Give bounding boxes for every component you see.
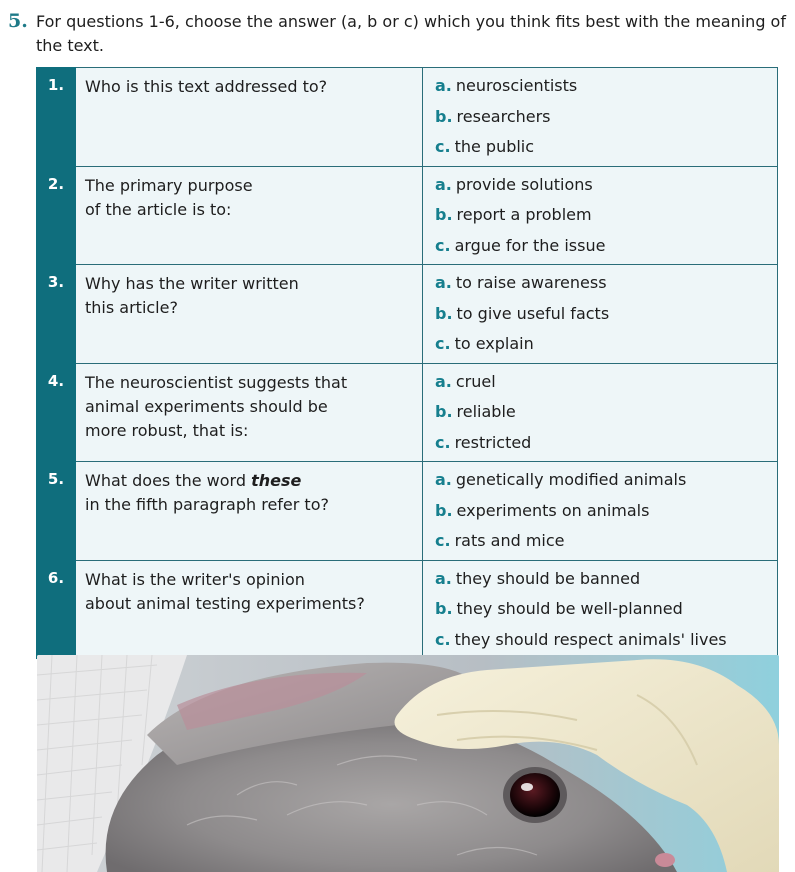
option-letter: a. — [435, 174, 452, 194]
option-text: to raise awareness — [455, 273, 607, 292]
option-letter: a. — [435, 568, 452, 588]
option-letter: c. — [435, 334, 451, 353]
answer-option[interactable] — [435, 203, 777, 234]
question-text-segment: What does the word — [85, 471, 252, 490]
question-number: 2. — [37, 166, 76, 265]
answer-option[interactable] — [435, 499, 777, 530]
answer-options — [423, 68, 778, 167]
option-text: rats and mice — [454, 531, 565, 550]
question-text — [76, 363, 423, 462]
answer-options — [423, 166, 778, 265]
question-number: 3. — [37, 265, 76, 364]
rabbit-photo — [37, 655, 779, 872]
option-text: reliable — [456, 402, 516, 421]
option-text: they should be well-planned — [456, 599, 683, 618]
answer-option[interactable] — [435, 400, 777, 431]
answer-option[interactable] — [435, 332, 777, 363]
questions-table — [36, 67, 778, 659]
option-text: experiments on animals — [456, 500, 650, 520]
question-number: 4. — [37, 363, 76, 462]
answer-option[interactable] — [435, 135, 777, 166]
option-text: they should respect animals' lives — [454, 629, 727, 649]
question-row — [37, 560, 778, 659]
question-text — [76, 560, 423, 659]
question-text-segment: animal experiments should be — [85, 396, 328, 416]
answer-option[interactable] — [435, 74, 777, 105]
answer-option[interactable] — [435, 597, 777, 628]
answer-option[interactable] — [435, 234, 777, 265]
question-text-segment: this article? — [85, 298, 178, 317]
option-letter: c. — [435, 432, 451, 452]
option-letter: c. — [435, 137, 451, 156]
question-text-segment: The neuroscientist suggests that — [85, 372, 348, 392]
answer-options — [423, 560, 778, 659]
answer-options — [423, 363, 778, 462]
question-text — [76, 462, 423, 561]
question-text-emphasis: these — [251, 471, 302, 490]
option-text: researchers — [456, 106, 551, 126]
question-number: 6. — [37, 560, 76, 659]
answer-option[interactable] — [435, 105, 777, 136]
option-letter: a. — [435, 76, 452, 95]
question-row — [37, 462, 778, 561]
option-text: cruel — [455, 371, 496, 391]
question-text-segment: Why has the writer written — [85, 274, 299, 293]
option-text: to give useful facts — [456, 303, 610, 323]
answer-options — [423, 462, 778, 561]
option-text: the public — [454, 137, 535, 156]
answer-option[interactable] — [435, 173, 777, 204]
option-letter: c. — [435, 531, 451, 550]
question-text-segment: of the article is to: — [85, 199, 232, 219]
question-text — [76, 265, 423, 364]
instruction-text: For questions 1-6, choose the answer (a, b or c) which you think fits best with the meaning of the text. — [36, 12, 786, 55]
option-text: argue for the issue — [454, 235, 606, 255]
answer-option[interactable] — [435, 567, 777, 598]
option-letter: b. — [435, 106, 453, 126]
option-letter: c. — [435, 235, 451, 255]
option-letter: a. — [435, 371, 452, 391]
option-letter: b. — [435, 303, 453, 323]
question-text — [76, 68, 423, 167]
answer-option[interactable] — [435, 302, 777, 333]
question-text-segment: What is the writer's opinion — [85, 569, 305, 589]
question-text — [76, 166, 423, 265]
exercise-number: 5. — [8, 10, 28, 32]
answer-options — [423, 265, 778, 364]
option-letter: b. — [435, 599, 453, 618]
option-text: report a problem — [456, 205, 592, 224]
answer-option[interactable] — [435, 628, 777, 659]
option-letter: b. — [435, 205, 453, 224]
instruction — [8, 10, 788, 58]
option-text: to explain — [454, 334, 534, 353]
option-letter: a. — [435, 273, 452, 292]
question-row — [37, 68, 778, 167]
answer-option[interactable] — [435, 529, 777, 560]
question-row — [37, 363, 778, 462]
option-text: they should be banned — [455, 568, 641, 588]
option-letter: c. — [435, 629, 451, 649]
answer-option[interactable] — [435, 468, 777, 499]
question-text-segment: more robust, that is: — [85, 420, 249, 440]
question-text-segment: about animal testing experiments? — [85, 593, 365, 613]
question-row — [37, 265, 778, 364]
question-text-segment: The primary purpose — [85, 175, 253, 195]
option-text: restricted — [454, 432, 532, 452]
option-text: provide solutions — [455, 174, 593, 194]
answer-option[interactable] — [435, 431, 777, 462]
question-row — [37, 166, 778, 265]
rabbit-illustration — [37, 655, 779, 872]
option-letter: a. — [435, 470, 452, 489]
answer-option[interactable] — [435, 370, 777, 401]
question-text-segment: Who is this text addressed to? — [85, 77, 328, 96]
option-text: genetically modified animals — [455, 470, 687, 489]
question-text-segment: in the fifth paragraph refer to? — [85, 495, 329, 514]
option-letter: b. — [435, 500, 453, 520]
question-number: 5. — [37, 462, 76, 561]
option-letter: b. — [435, 402, 453, 421]
answer-option[interactable] — [435, 271, 777, 302]
question-number: 1. — [37, 68, 76, 167]
option-text: neuroscientists — [455, 76, 578, 95]
